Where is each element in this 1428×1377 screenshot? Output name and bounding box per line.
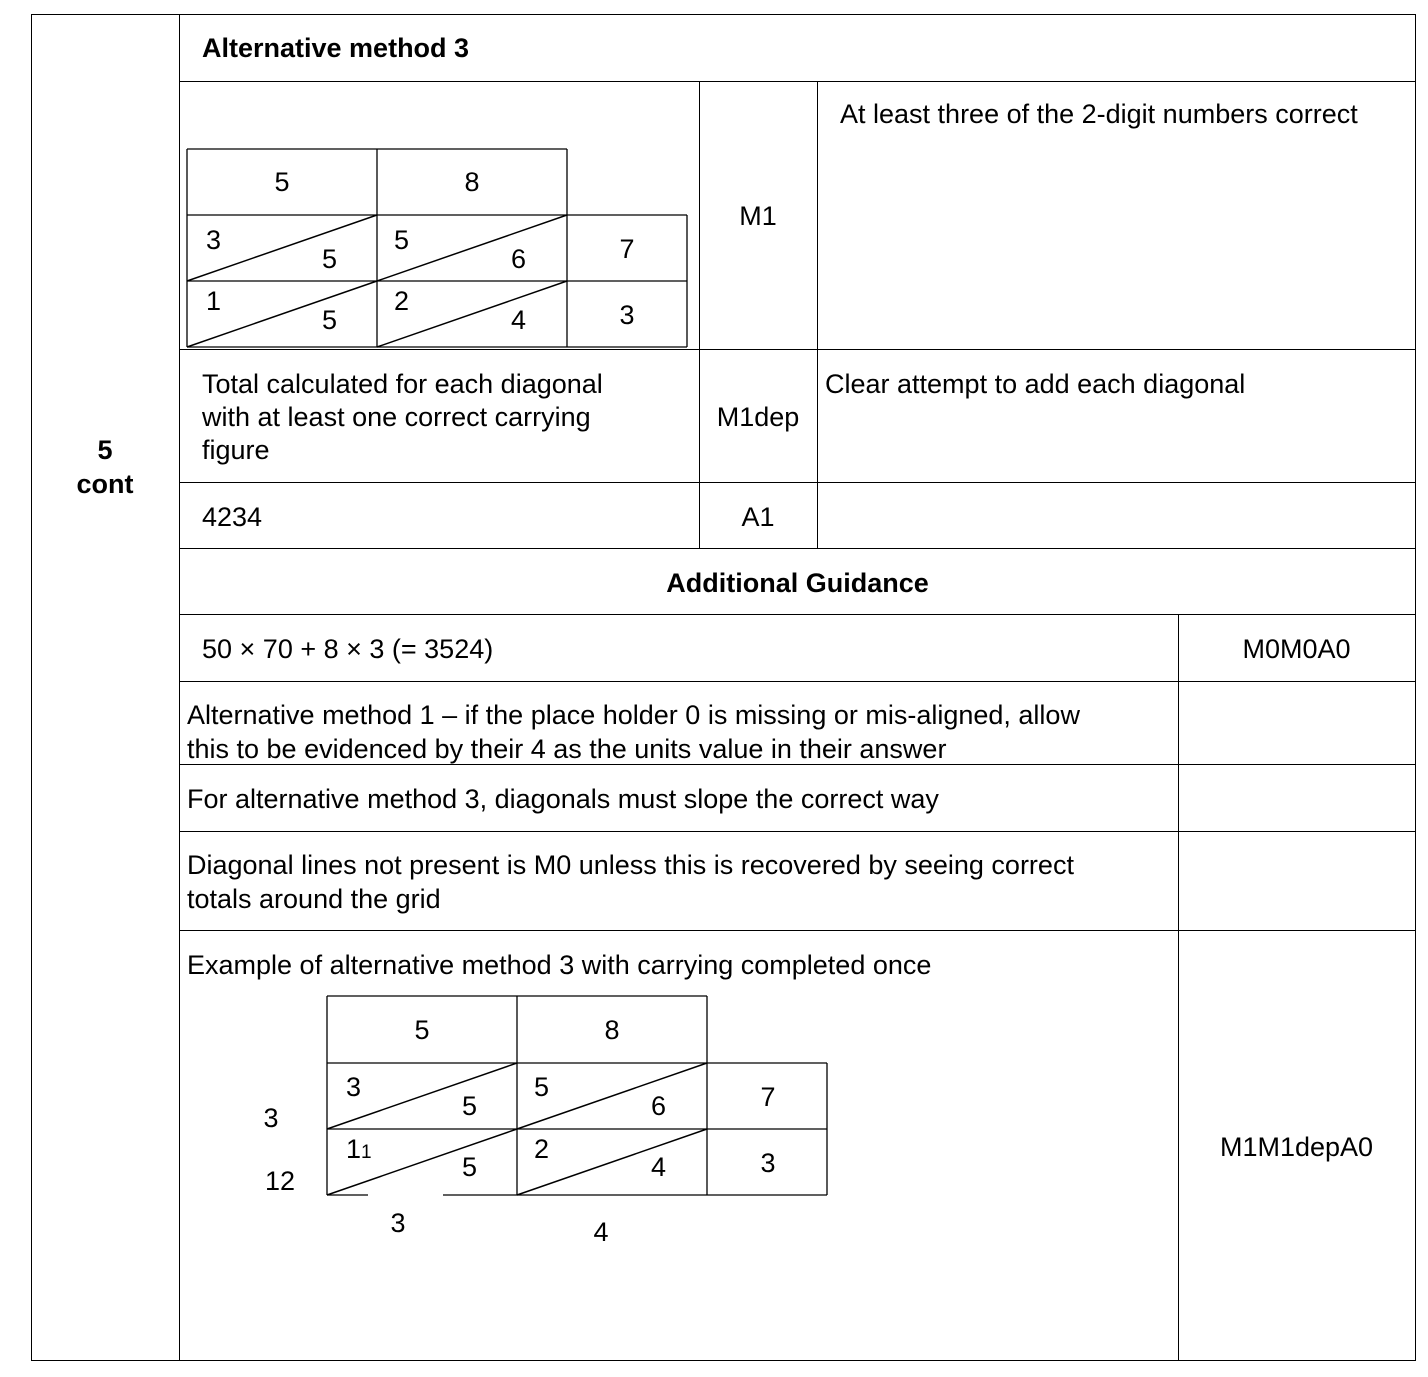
grid1-cell-tens: 5: [394, 225, 410, 255]
grid1-top-1: 5: [274, 167, 290, 197]
guidance-text: totals around the grid: [187, 884, 441, 914]
grid2-top-2: 8: [604, 1015, 620, 1045]
grid2-cell-units: 5: [462, 1152, 478, 1182]
mark-code: M1: [739, 201, 777, 231]
question-number: 5: [97, 435, 113, 465]
grid1-cell-tens: 2: [394, 286, 410, 316]
answer-line: with at least one correct carrying: [202, 402, 591, 432]
grid1-top-2: 8: [464, 167, 480, 197]
grid2-left-total: 3: [263, 1103, 279, 1133]
grid1-cell-units: 5: [322, 305, 338, 335]
guidance-text: this to be evidenced by their 4 as the units value in their answer: [187, 734, 947, 764]
guidance-text: Alternative method 1 – if the place holder 0 is missing or mis-aligned, allow: [187, 700, 1080, 730]
lattice-grid-1: [180, 140, 700, 355]
lattice-grid-2: [250, 990, 850, 1260]
grid2-cell-units: 5: [462, 1091, 478, 1121]
grid2-left-total: 12: [264, 1166, 296, 1196]
guidance-mark: M1M1depA0: [1219, 1132, 1374, 1162]
guidance-text: Example of alternative method 3 with carrying completed once: [187, 950, 932, 980]
grid1-cell-units: 5: [322, 244, 338, 274]
method-header: Alternative method 3: [202, 33, 470, 63]
answer-line: figure: [202, 435, 270, 465]
grid2-right-2: 3: [760, 1148, 776, 1178]
grid1-cell-tens: 3: [206, 225, 222, 255]
answer-line: Total calculated for each diagonal: [202, 369, 603, 399]
grid2-cell-tens: 3: [346, 1072, 362, 1102]
grid2-cell-tens: 5: [534, 1072, 550, 1102]
guidance-mark: M0M0A0: [1242, 634, 1351, 664]
question-number-suffix: cont: [76, 469, 134, 499]
guidance-text: Diagonal lines not present is M0 unless this is recovered by seeing correct: [187, 850, 1074, 880]
grid2-bottom-total: 4: [593, 1217, 609, 1247]
guidance-header: Additional Guidance: [666, 568, 929, 598]
grid2-right-1: 7: [760, 1082, 776, 1112]
guidance-text: 50 × 70 + 8 × 3 (= 3524): [202, 634, 494, 664]
grid2-cell-tens: 1: [346, 1134, 362, 1164]
grid1-cell-tens: 1: [206, 286, 222, 316]
mark-comment: Clear attempt to add each diagonal: [825, 369, 1246, 399]
grid2-cell-tens: 2: [534, 1134, 550, 1164]
grid1-right-1: 7: [619, 234, 635, 264]
grid2-cell-units: 6: [651, 1091, 667, 1121]
grid2-cell-units: 4: [651, 1152, 667, 1182]
guidance-text: For alternative method 3, diagonals must slope the correct way: [187, 784, 939, 814]
final-answer: 4234: [202, 502, 263, 532]
grid1-right-2: 3: [619, 300, 635, 330]
grid2-top-1: 5: [414, 1015, 430, 1045]
mark-code: M1dep: [716, 402, 800, 432]
grid1-cell-units: 4: [511, 305, 527, 335]
grid2-bottom-total: 3: [390, 1208, 406, 1238]
mark-code: A1: [741, 502, 775, 532]
grid1-cell-units: 6: [511, 244, 527, 274]
grid2-cell-carry: 1: [361, 1142, 372, 1163]
mark-comment: At least three of the 2-digit numbers correct: [840, 99, 1358, 129]
